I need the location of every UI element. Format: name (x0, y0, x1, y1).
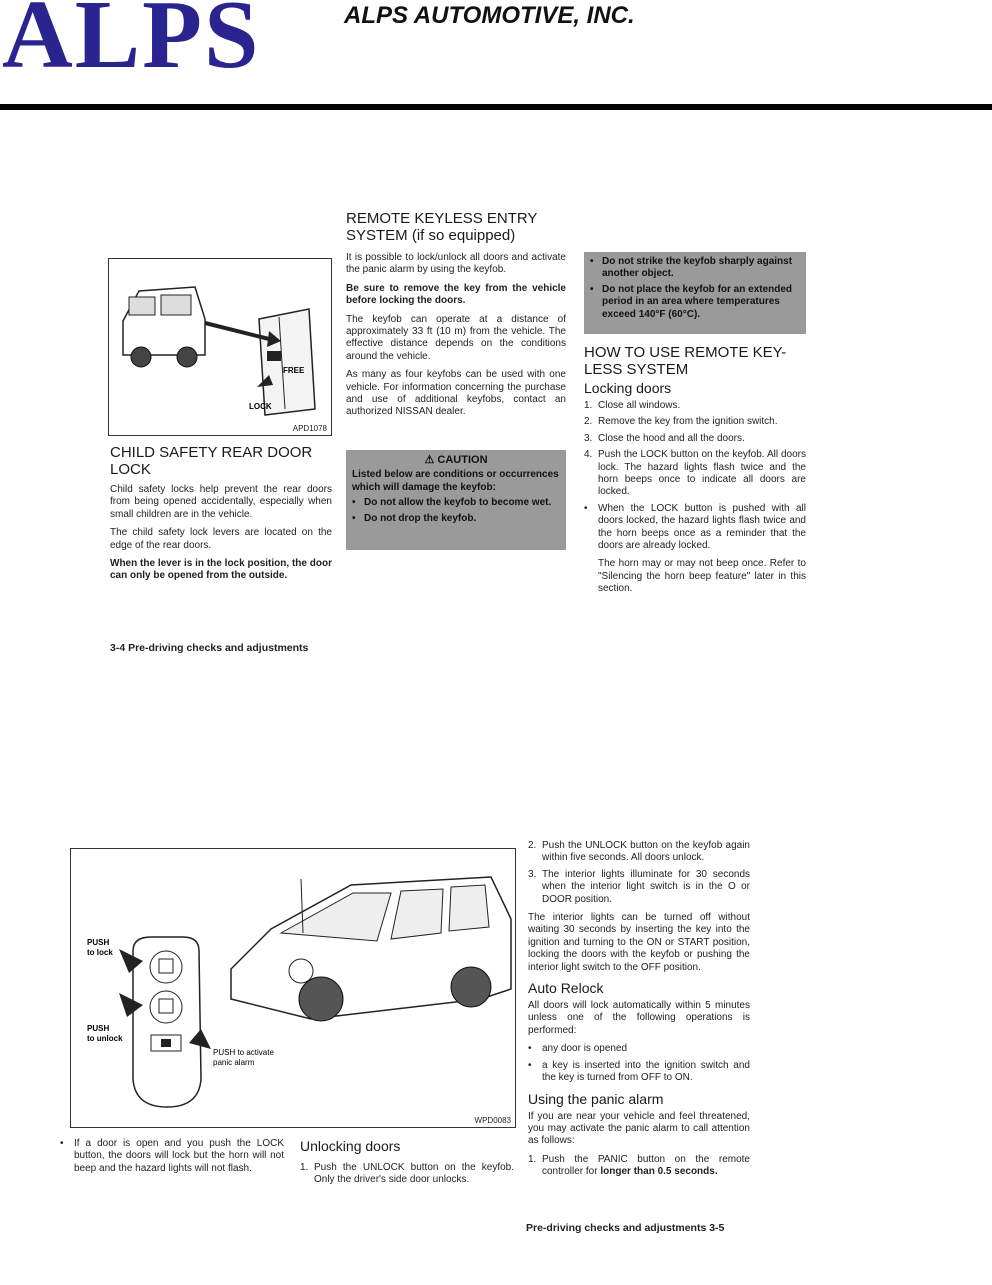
steps-list (584, 400, 806, 552)
step: 3. Close the hood and all the doors. (584, 432, 745, 444)
caution-item-text: Do not strike the keyfob sharply against another object. (602, 256, 793, 280)
step: 1. Push the UNLOCK button on the keyfob. Only the driver's side door unlocks. (300, 1162, 514, 1186)
step-text: Close all windows. (598, 400, 681, 411)
title-line: REMOTE KEYLESS ENTRY (346, 210, 538, 227)
bullet-text: any door is opened (542, 1043, 628, 1055)
caution-item: • Do not strike the keyfob sharply against another object. (590, 256, 793, 280)
step-text: Push the PANIC button on the remote controller for (542, 1153, 750, 1178)
paragraph: As many as four keyfobs can be used with one vehicle. For information concerning the purchase and use of additional keyfobs, contact an authorized NISSAN dealer. (346, 369, 566, 418)
bullet: • When the LOCK button is pushed with all doors locked, the hazard lights flash twice and the horn beeps once as a reminder that the doors are already locked. (584, 502, 806, 552)
caution-item: • Do not allow the keyfob to become wet. (352, 497, 552, 509)
bullet: • any door is opened (528, 1043, 628, 1055)
steps-list (300, 1162, 514, 1187)
paragraph: All doors will lock automatically within 5 minutes unless one of the following operations is performed: (528, 1000, 750, 1036)
step: 1. Close all windows. (584, 400, 681, 411)
rke-section (346, 210, 566, 425)
step: 3. The interior lights illuminate for 30 seconds when the interior light switch is in the O or DOOR position. (528, 868, 750, 905)
how-to-section (584, 344, 806, 602)
note-list (60, 1138, 284, 1175)
title-line: CHILD SAFETY REAR DOOR (110, 444, 313, 461)
keyfob-illustration (71, 849, 515, 1127)
paragraph: The keyfob can operate at a distance of approximately 33 ft (10 m) from the vehicle. The effective distance depends on the conditions around the vehicle. (346, 313, 566, 362)
section-title (584, 344, 806, 378)
caution-item: • Do not place the keyfob for an extended period in an area where temperatures exceed 140°F (60°C). (590, 283, 793, 320)
step-text: Push the UNLOCK button on the keyfob again within five seconds. All doors unlock. (542, 840, 750, 864)
title-line: HOW TO USE REMOTE KEY- (584, 344, 787, 361)
paragraph: If you are near your vehicle and feel threatened, you may activate the panic alarm to call attention as follows: (528, 1110, 750, 1147)
company-name: ALPS AUTOMOTIVE, INC. (344, 2, 635, 29)
right-column (528, 840, 750, 1185)
bullet-text: a key is inserted into the ignition switch and the key is turned from OFF to ON. (542, 1059, 750, 1084)
subheading: Auto Relock (528, 980, 604, 997)
caution-box (346, 450, 566, 550)
conditions-list (528, 1043, 750, 1084)
label-push-unlock: PUSH to unlock (87, 1024, 123, 1043)
step-text: The interior lights illuminate for 30 seconds when the interior light switch is in the O or DOOR position. (542, 868, 750, 905)
header-rule (0, 104, 992, 110)
steps-list (528, 1154, 750, 1179)
child-safety-section (110, 444, 332, 589)
step: 4. Push the LOCK button on the keyfob. All doors lock. The hazard lights flash twice and the horn beeps once to indicate all doors are locked. (584, 449, 806, 498)
paragraph: The interior lights can be turned off without waiting 30 seconds by inserting the key into the ignition and turning to the ON or START position, locking the doors with the keyfob or pushing the interior light switch to the OFF position. (528, 912, 750, 973)
paragraph: The child safety lock levers are located on the edge of the rear doors. (110, 527, 332, 551)
figure-keyfob (70, 848, 516, 1128)
label-line: panic alarm (213, 1058, 255, 1067)
alps-logo: ALPS (2, 0, 261, 89)
label-push-lock: PUSH to lock (87, 938, 113, 957)
subheading: Locking doors (584, 380, 672, 396)
step: 1. Push the PANIC button on the remote controller for longer than 0.5 seconds. (528, 1153, 750, 1178)
step-text: Close the hood and all the doors. (598, 432, 745, 444)
caution-continued-box (584, 252, 806, 334)
step-text: Remove the key from the ignition switch. (598, 416, 778, 428)
section-title (346, 210, 566, 244)
note: The horn may or may not beep once. Refer to "Silencing the horn beep feature" later in this section. (598, 558, 806, 595)
page-footer: Pre-driving checks and adjustments 3-5 (526, 1222, 725, 1234)
child-lock-illustration (109, 259, 331, 435)
step-text: Push the UNLOCK button on the keyfob. Only the driver's side door unlocks. (314, 1162, 514, 1186)
step: 2. Remove the key from the ignition switch. (584, 416, 778, 428)
figure-code: WPD0083 (474, 1116, 511, 1125)
figure-child-lock (108, 258, 332, 436)
caution-item: • Do not drop the keyfob. (352, 512, 477, 524)
caution-label: CAUTION (437, 454, 488, 466)
caution-item-text: Do not allow the keyfob to become wet. (364, 497, 552, 509)
bullet: • a key is inserted into the ignition switch and the key is turned from OFF to ON. (528, 1059, 750, 1084)
paragraph: Be sure to remove the key from the vehicle before locking the doors. (346, 282, 566, 307)
caution-intro: Listed below are conditions or occurrences which will damage the keyfob: (352, 469, 559, 493)
step: 2. Push the UNLOCK button on the keyfob again within five seconds. All doors unlock. (528, 840, 750, 864)
title-line: LESS SYSTEM (584, 361, 689, 378)
bullet-text: When the LOCK button is pushed with all doors locked, the hazard lights flash twice and the horn beeps once as a reminder that the doors are already locked. (598, 502, 806, 552)
bullet-text: If a door is open and you push the LOCK button, the doors will lock but the horn will not beep and the hazard lights will not flash. (74, 1138, 284, 1174)
caution-item-text: Do not place the keyfob for an extended period in an area where temperatures exceed 140°F (60°C). (602, 283, 793, 320)
steps-list (528, 840, 750, 906)
warning-paragraph: When the lever is in the lock position, the door can only be opened from the outside. (110, 558, 332, 582)
subheading: Using the panic alarm (528, 1090, 664, 1107)
step-emphasis: longer than 0.5 seconds. (600, 1166, 718, 1178)
caution-title (352, 454, 560, 466)
title-line: SYSTEM (if so equipped) (346, 227, 516, 244)
unlocking-section (300, 1138, 514, 1193)
bullet: • If a door is open and you push the LOCK button, the doors will lock but the horn will not beep and the hazard lights will not flash. (60, 1138, 284, 1174)
paragraph: It is possible to lock/unlock all doors and activate the panic alarm by using the keyfob. (346, 252, 566, 276)
subheading: Unlocking doors (300, 1138, 401, 1154)
warning-triangle-icon: ⚠ (424, 454, 435, 466)
paragraph: Child safety locks help prevent the rear doors from being opened accidentally, especially when small children are in the vehicle. (110, 484, 332, 520)
label-push-panic: PUSH to activate panic alarm (213, 1048, 274, 1067)
left-note (60, 1138, 284, 1181)
section-title (110, 444, 332, 478)
label-line: to lock (87, 948, 113, 957)
label-lock: LOCK (249, 402, 272, 411)
figure-code: APD1078 (292, 424, 327, 433)
page-footer: 3-4 Pre-driving checks and adjustments (110, 642, 309, 654)
label-line: to unlock (87, 1034, 123, 1043)
title-line: LOCK (110, 461, 151, 478)
label-free: FREE (283, 366, 305, 375)
caution-item-text: Do not drop the keyfob. (364, 512, 477, 524)
step-text: Push the LOCK button on the keyfob. All doors lock. The hazard lights flash twice and the horn beeps once to indicate all doors are locked. (598, 449, 806, 498)
